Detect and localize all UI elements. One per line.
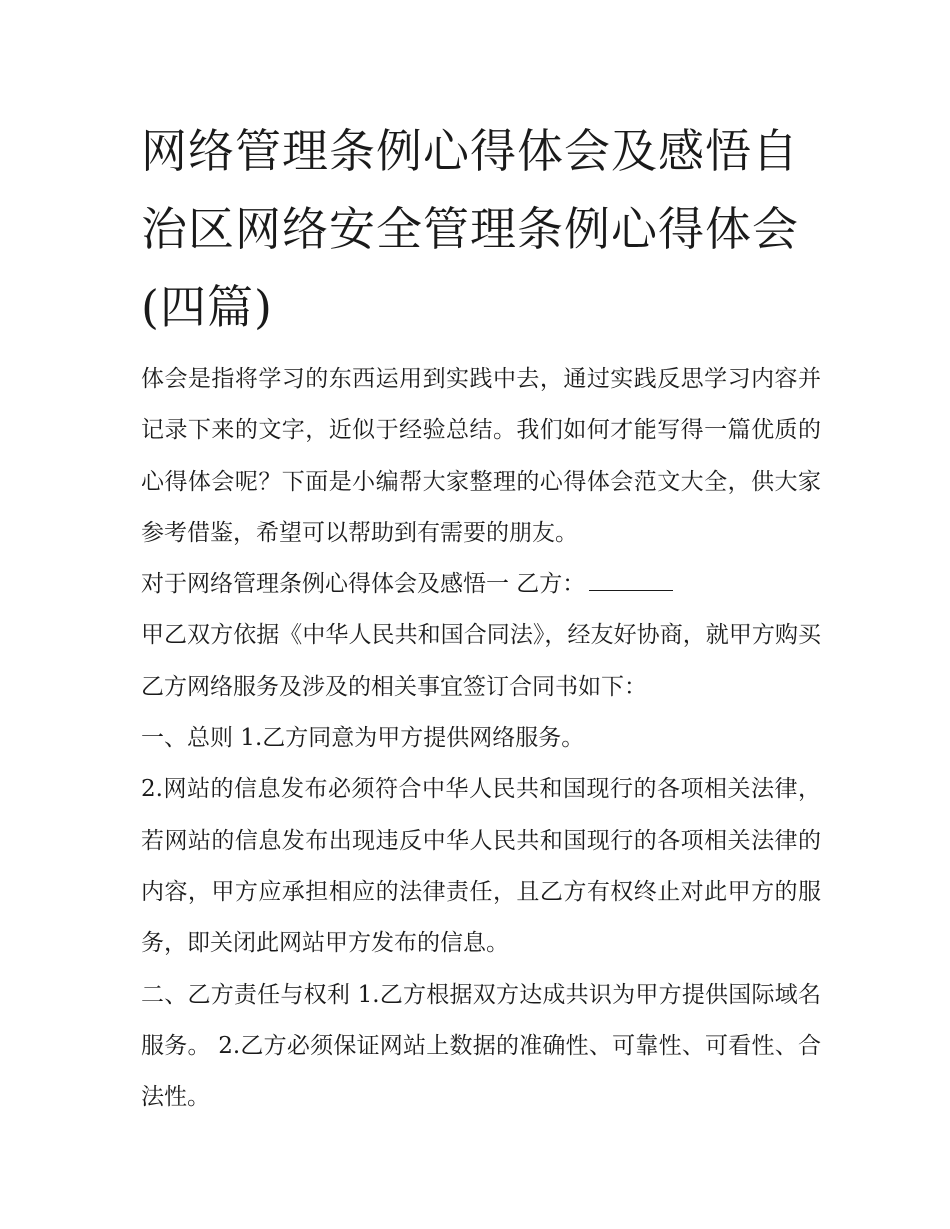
- intro-paragraph: 体会是指将学习的东西运用到实践中去，通过实践反思学习内容并记录下来的文字，近似于经验总结。我们如何才能写得一篇优质的心得体会呢？下面是小编帮大家整理的心得体会范文大全，供大家参考借鉴，希望可以帮助到有需要的朋友。: [141, 366, 821, 546]
- general-rule-1-paragraph: 一、总则 1.乙方同意为甲方提供网络服务。: [141, 725, 585, 752]
- document-body: [141, 354, 821, 1123]
- section-one-heading-text: 对于网络管理条例心得体会及感悟一 乙方：: [141, 571, 586, 598]
- party-b-blank-line: [589, 572, 673, 591]
- general-rule-2-paragraph: 2.网站的信息发布必须符合中华人民共和国现行的各项相关法律，若网站的信息发布出现违反中华人民共和国现行的各项相关法律的内容，甲方应承担相应的法律责任，且乙方有权终止对此甲方的服务，即关闭此网站甲方发布的信息。: [141, 776, 821, 957]
- party-b-duties-paragraph: 二、乙方责任与权利 1.乙方根据双方达成共识为甲方提供国际域名服务。 2.乙方必须保证网站上数据的准确性、可靠性、可看性、合法性。: [141, 981, 821, 1111]
- document-title: 网络管理条例心得体会及感悟自治区网络安全管理条例心得体会(四篇): [141, 124, 799, 334]
- section-one-heading: [141, 559, 821, 610]
- contract-basis-paragraph: 甲乙双方依据《中华人民共和国合同法》，经友好协商，就甲方购买乙方网络服务及涉及的相关事宜签订合同书如下：: [141, 622, 821, 700]
